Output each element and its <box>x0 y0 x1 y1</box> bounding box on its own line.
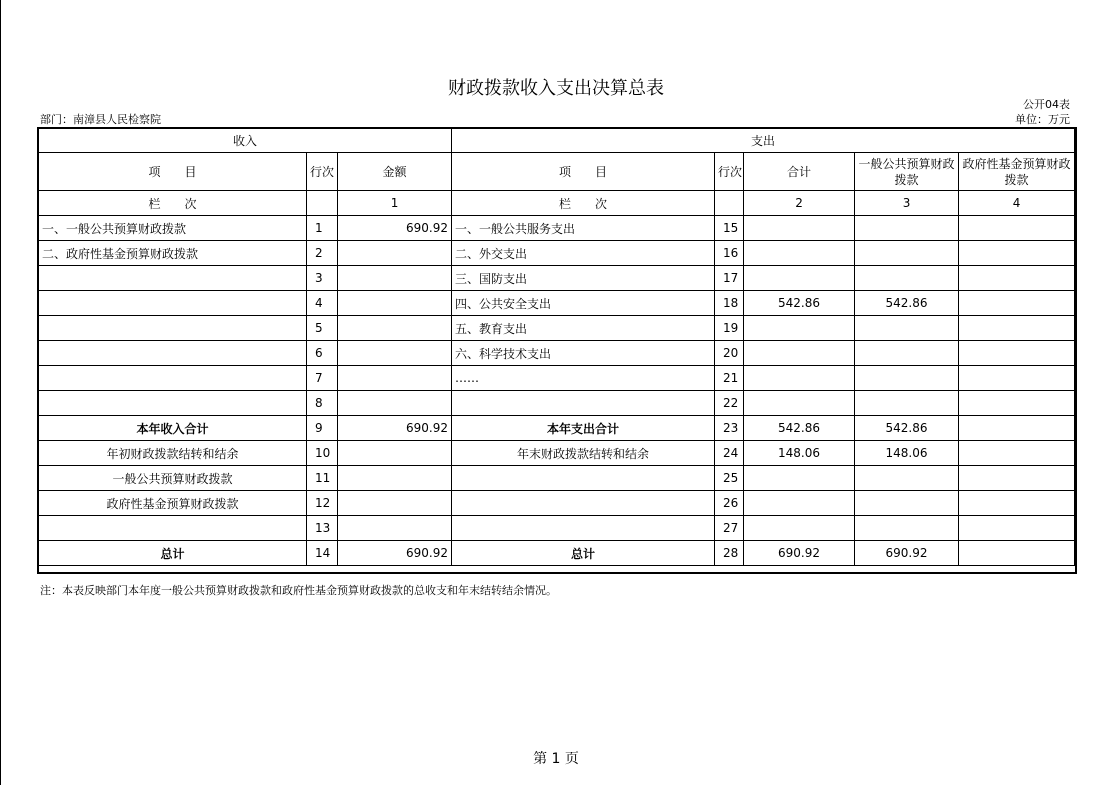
expense-rowno-cell: 24 <box>715 441 744 466</box>
income-rowno-cell: 1 <box>307 216 338 241</box>
fund-budget-cell <box>959 366 1075 391</box>
income-rowno-cell: 4 <box>307 291 338 316</box>
income-rowno-cell: 2 <box>307 241 338 266</box>
general-budget-cell <box>855 266 959 291</box>
fund-budget-header: 政府性基金预算财政拨款 <box>959 153 1075 191</box>
income-rowno-cell: 12 <box>307 491 338 516</box>
fund-budget-cell <box>959 466 1075 491</box>
total-cell <box>744 266 855 291</box>
lanci-col-4: 4 <box>959 191 1075 216</box>
expense-rowno-cell: 23 <box>715 416 744 441</box>
general-budget-cell <box>855 216 959 241</box>
left-border-line <box>0 0 1 785</box>
table-row <box>39 366 1075 391</box>
total-cell: 690.92 <box>744 541 855 566</box>
expense-rowno-cell: 20 <box>715 341 744 366</box>
income-amount-cell <box>338 491 452 516</box>
income-rowno-cell: 7 <box>307 366 338 391</box>
expense-item-cell: 总计 <box>452 541 715 566</box>
page-number: 第 1 页 <box>533 751 579 767</box>
lanci-col-3: 3 <box>855 191 959 216</box>
total-cell: 542.86 <box>744 416 855 441</box>
general-budget-cell: 542.86 <box>855 291 959 316</box>
general-budget-cell <box>855 516 959 541</box>
income-rowno-cell: 11 <box>307 466 338 491</box>
expense-item-cell: …… <box>452 366 715 391</box>
fund-budget-cell <box>959 541 1075 566</box>
total-cell: 148.06 <box>744 441 855 466</box>
income-rowno-cell: 14 <box>307 541 338 566</box>
income-item-cell: 政府性基金预算财政拨款 <box>39 491 307 516</box>
expense-header: 支出 <box>452 128 1075 153</box>
table-row <box>39 241 1075 266</box>
income-rowno-cell: 9 <box>307 416 338 441</box>
fund-budget-cell <box>959 416 1075 441</box>
income-amount-cell <box>338 391 452 416</box>
income-item-cell <box>39 391 307 416</box>
expense-item-cell: 本年支出合计 <box>452 416 715 441</box>
income-amount-cell <box>338 516 452 541</box>
expense-item-cell: 二、外交支出 <box>452 241 715 266</box>
fund-budget-cell <box>959 266 1075 291</box>
income-amount-cell: 690.92 <box>338 416 452 441</box>
general-budget-cell <box>855 241 959 266</box>
table-row <box>39 541 1075 566</box>
general-budget-cell: 690.92 <box>855 541 959 566</box>
form-number: 公开04表 <box>1023 98 1070 111</box>
income-rowno-cell: 10 <box>307 441 338 466</box>
income-item-cell: 二、政府性基金预算财政拨款 <box>39 241 307 266</box>
expense-rowno-cell: 26 <box>715 491 744 516</box>
income-item-cell <box>39 291 307 316</box>
fund-budget-cell <box>959 491 1075 516</box>
income-item-cell: 一般公共预算财政拨款 <box>39 466 307 491</box>
lanci-col-2: 2 <box>744 191 855 216</box>
total-cell <box>744 466 855 491</box>
fund-budget-cell <box>959 241 1075 266</box>
page-title: 财政拨款收入支出决算总表 <box>448 78 664 99</box>
income-item-cell <box>39 316 307 341</box>
general-budget-cell <box>855 491 959 516</box>
expense-rowno-cell: 21 <box>715 366 744 391</box>
total-cell <box>744 366 855 391</box>
income-item-cell: 总计 <box>39 541 307 566</box>
table-row <box>39 516 1075 541</box>
footnote: 注：本表反映部门本年度一般公共预算财政拨款和政府性基金预算财政拨款的总收支和年末结转结余情况。 <box>40 584 557 597</box>
income-item-cell <box>39 366 307 391</box>
income-amount-cell <box>338 341 452 366</box>
table-row <box>39 341 1075 366</box>
expense-rowno-cell: 28 <box>715 541 744 566</box>
expense-rowno-cell: 18 <box>715 291 744 316</box>
general-budget-cell <box>855 366 959 391</box>
income-amount-cell <box>338 316 452 341</box>
income-amount-cell <box>338 241 452 266</box>
table-row <box>39 491 1075 516</box>
table-row <box>39 291 1075 316</box>
total-cell <box>744 391 855 416</box>
income-amount-cell <box>338 266 452 291</box>
income-amount-cell <box>338 366 452 391</box>
lanci-label: 栏 次 <box>39 191 307 216</box>
income-item-cell: 本年收入合计 <box>39 416 307 441</box>
expense-rowno-header: 行次 <box>715 153 744 191</box>
income-item-cell <box>39 266 307 291</box>
income-amount-cell <box>338 466 452 491</box>
total-cell <box>744 341 855 366</box>
expense-rowno-cell: 17 <box>715 266 744 291</box>
expense-item-cell <box>452 491 715 516</box>
expense-rowno-cell: 19 <box>715 316 744 341</box>
table-row <box>39 266 1075 291</box>
lanci-empty <box>307 191 338 216</box>
general-budget-cell: 542.86 <box>855 416 959 441</box>
total-cell <box>744 491 855 516</box>
income-item-cell: 一、一般公共预算财政拨款 <box>39 216 307 241</box>
fund-budget-cell <box>959 316 1075 341</box>
expense-item-header: 项 目 <box>452 153 715 191</box>
income-rowno-cell: 8 <box>307 391 338 416</box>
income-amount-cell <box>338 441 452 466</box>
income-item-header: 项 目 <box>39 153 307 191</box>
total-header: 合计 <box>744 153 855 191</box>
expense-item-cell: 六、科学技术支出 <box>452 341 715 366</box>
expense-item-cell: 三、国防支出 <box>452 266 715 291</box>
table-row <box>39 416 1075 441</box>
income-item-cell: 年初财政拨款结转和结余 <box>39 441 307 466</box>
expense-rowno-cell: 25 <box>715 466 744 491</box>
department-label: 部门：南漳县人民检察院 <box>40 113 161 126</box>
fund-budget-cell <box>959 216 1075 241</box>
table-row <box>39 441 1075 466</box>
expense-rowno-cell: 15 <box>715 216 744 241</box>
income-rowno-cell: 3 <box>307 266 338 291</box>
income-rowno-cell: 6 <box>307 341 338 366</box>
total-cell <box>744 316 855 341</box>
fund-budget-cell <box>959 516 1075 541</box>
lanci-col-1: 1 <box>338 191 452 216</box>
table-row <box>39 316 1075 341</box>
expense-rowno-cell: 27 <box>715 516 744 541</box>
income-item-cell <box>39 341 307 366</box>
income-amount-cell: 690.92 <box>338 541 452 566</box>
general-budget-cell <box>855 316 959 341</box>
fund-budget-cell <box>959 441 1075 466</box>
total-cell: 542.86 <box>744 291 855 316</box>
expense-rowno-cell: 16 <box>715 241 744 266</box>
lanci-exp-label: 栏 次 <box>452 191 715 216</box>
general-budget-cell <box>855 466 959 491</box>
fund-budget-cell <box>959 291 1075 316</box>
fund-budget-cell <box>959 391 1075 416</box>
expense-item-cell <box>452 466 715 491</box>
expense-rowno-cell: 22 <box>715 391 744 416</box>
total-cell <box>744 241 855 266</box>
table-row <box>39 216 1075 241</box>
table-row <box>39 391 1075 416</box>
income-rowno-header: 行次 <box>307 153 338 191</box>
general-budget-cell <box>855 341 959 366</box>
expense-item-cell: 五、教育支出 <box>452 316 715 341</box>
expense-item-cell <box>452 391 715 416</box>
expense-item-cell: 一、一般公共服务支出 <box>452 216 715 241</box>
income-amount-header: 金额 <box>338 153 452 191</box>
lanci-exp-empty <box>715 191 744 216</box>
unit-label: 单位：万元 <box>1015 113 1070 126</box>
general-budget-header: 一般公共预算财政拨款 <box>855 153 959 191</box>
general-budget-cell <box>855 391 959 416</box>
budget-table <box>38 127 1075 566</box>
expense-item-cell <box>452 516 715 541</box>
fund-budget-cell <box>959 341 1075 366</box>
expense-item-cell: 年末财政拨款结转和结余 <box>452 441 715 466</box>
general-budget-cell: 148.06 <box>855 441 959 466</box>
income-rowno-cell: 5 <box>307 316 338 341</box>
income-header: 收入 <box>39 128 452 153</box>
expense-item-cell: 四、公共安全支出 <box>452 291 715 316</box>
total-cell <box>744 216 855 241</box>
total-cell <box>744 516 855 541</box>
income-item-cell <box>39 516 307 541</box>
income-rowno-cell: 13 <box>307 516 338 541</box>
income-amount-cell <box>338 291 452 316</box>
income-amount-cell: 690.92 <box>338 216 452 241</box>
table-row <box>39 466 1075 491</box>
